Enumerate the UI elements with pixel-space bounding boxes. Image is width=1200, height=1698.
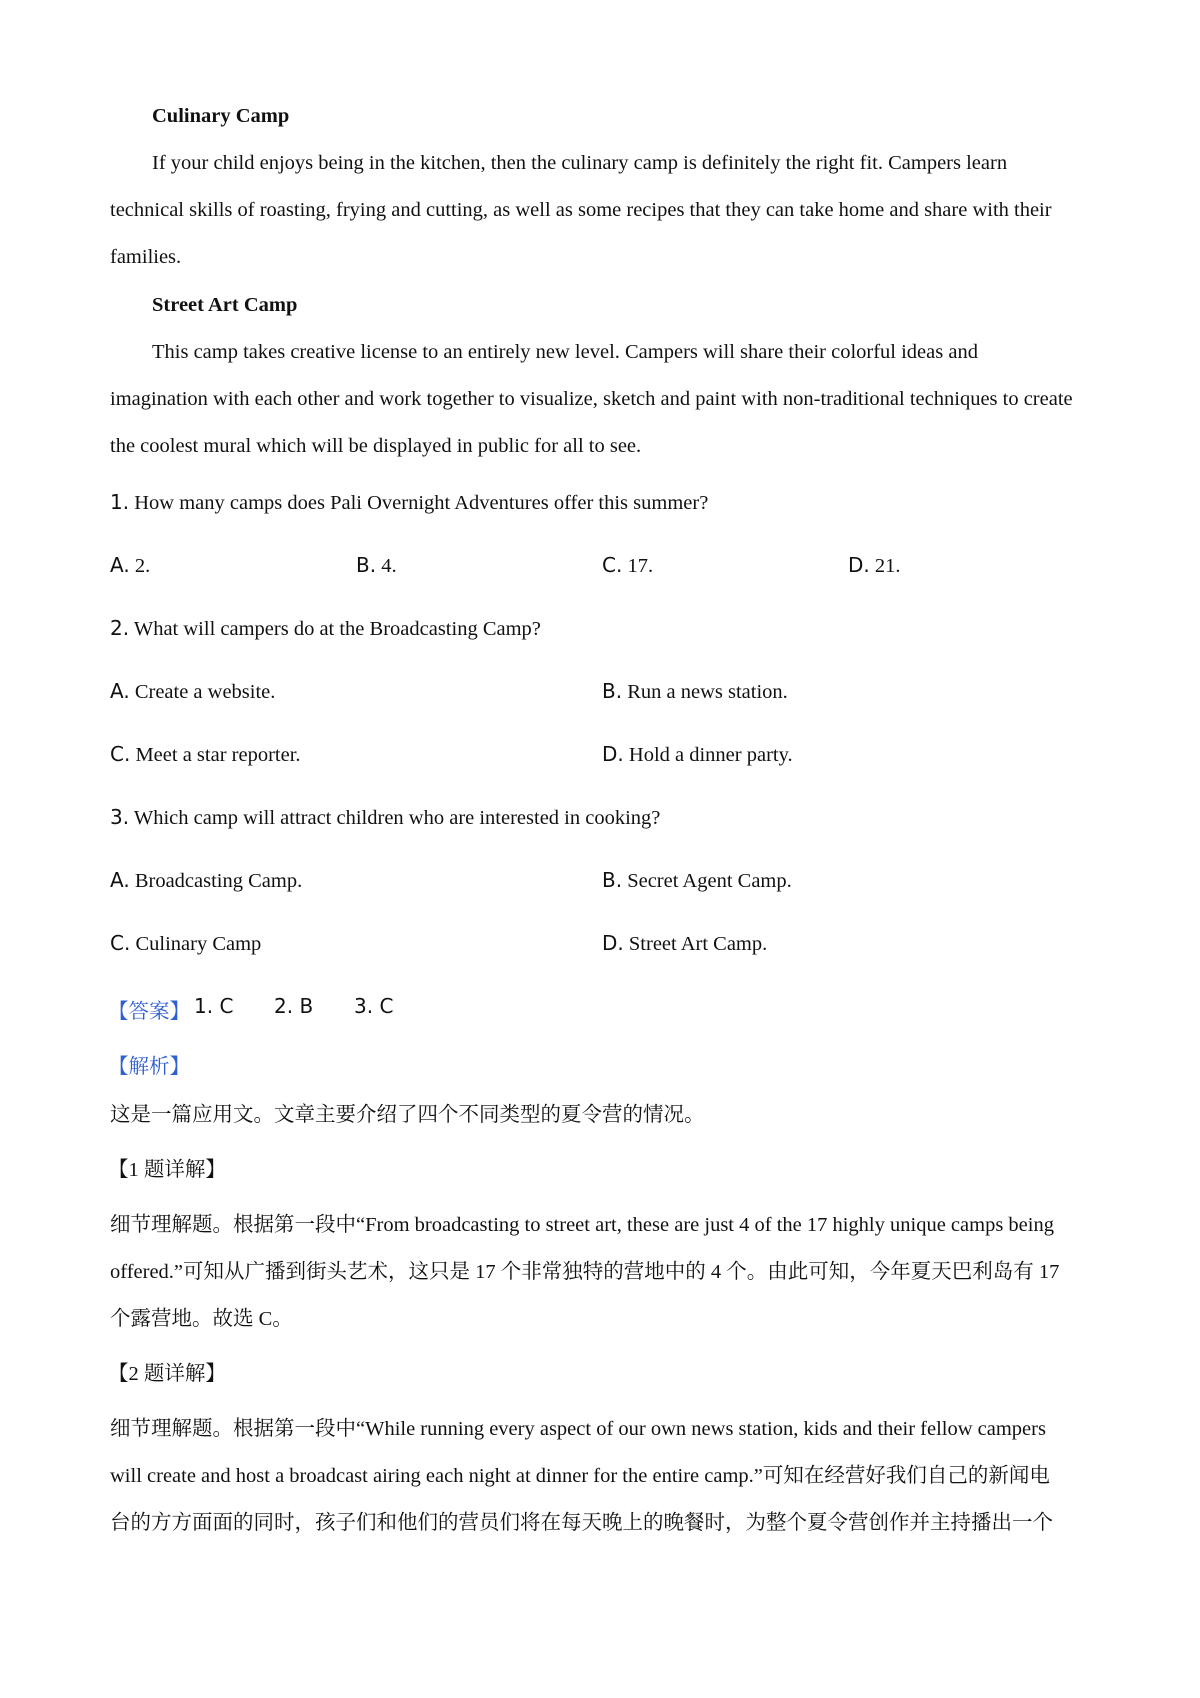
option-text: Run a news station. bbox=[627, 681, 788, 703]
answer-item-3: 3. C bbox=[354, 994, 394, 1018]
question-number: 3. bbox=[110, 805, 130, 829]
detail-1-line-3: 个露营地。故选 C。 bbox=[110, 1308, 293, 1330]
option-text: Culinary Camp bbox=[135, 933, 262, 955]
q1-option-a[interactable] bbox=[110, 553, 150, 578]
option-letter: C. bbox=[110, 742, 131, 766]
option-letter: A. bbox=[110, 868, 130, 892]
answer-label: 【答案】 bbox=[108, 1001, 190, 1023]
analysis-summary: 这是一篇应用文。文章主要介绍了四个不同类型的夏令营的情况。 bbox=[110, 1104, 705, 1126]
q3-option-d[interactable] bbox=[602, 931, 767, 956]
option-letter: B. bbox=[602, 679, 623, 703]
answer-key bbox=[108, 994, 190, 1024]
answer-item-2: 2. B bbox=[274, 994, 314, 1018]
q3-option-b[interactable] bbox=[602, 868, 792, 893]
section-title-street-art: Street Art Camp bbox=[152, 294, 298, 316]
option-text: Create a website. bbox=[134, 681, 276, 703]
street-art-line-1: This camp takes creative license to an entirely new level. Campers will share their colorful ideas and bbox=[152, 341, 978, 363]
q3-option-a[interactable] bbox=[110, 868, 302, 893]
analysis-label: 【解析】 bbox=[108, 1056, 190, 1078]
q1-option-d[interactable] bbox=[848, 553, 901, 578]
question-text: Which camp will attract children who are interested in cooking? bbox=[133, 807, 661, 829]
option-letter: A. bbox=[110, 679, 130, 703]
section-title-culinary: Culinary Camp bbox=[152, 105, 290, 127]
q1-option-b[interactable] bbox=[356, 553, 397, 578]
street-art-line-3: the coolest mural which will be displayed in public for all to see. bbox=[110, 435, 642, 457]
detail-1-line-2: offered.”可知从广播到街头艺术，这只是 17 个非常独特的营地中的 4 个。由此可知，今年夏天巴利岛有 17 bbox=[110, 1261, 1060, 1283]
option-text: 2. bbox=[134, 555, 151, 577]
option-letter: D. bbox=[848, 553, 870, 577]
question-text: How many camps does Pali Overnight Adventures offer this summer? bbox=[134, 492, 709, 514]
option-text: Secret Agent Camp. bbox=[627, 870, 792, 892]
detail-2-line-3: 台的方方面面的同时，孩子们和他们的营员们将在每天晚上的晚餐时，为整个夏令营创作并主持播出一个 bbox=[110, 1512, 1053, 1534]
option-text: 21. bbox=[874, 555, 901, 577]
question-1 bbox=[110, 490, 708, 515]
culinary-line-1: If your child enjoys being in the kitchen, then the culinary camp is definitely the right fit. Campers learn bbox=[152, 152, 1008, 174]
option-text: Street Art Camp. bbox=[628, 933, 768, 955]
q2-option-b[interactable] bbox=[602, 679, 788, 704]
question-number: 1. bbox=[110, 490, 130, 514]
q2-option-c[interactable] bbox=[110, 742, 301, 767]
question-3 bbox=[110, 805, 660, 830]
option-letter: D. bbox=[602, 931, 624, 955]
question-number: 2. bbox=[110, 616, 130, 640]
detail-2-line-1: 细节理解题。根据第一段中“While running every aspect of our own news station, kids and their fellow campers bbox=[110, 1418, 1046, 1440]
detail-1-line-1: 细节理解题。根据第一段中“From broadcasting to street art, these are just 4 of the 17 highly unique camps being bbox=[110, 1214, 1054, 1236]
q2-option-a[interactable] bbox=[110, 679, 275, 704]
option-letter: D. bbox=[602, 742, 624, 766]
option-text: Broadcasting Camp. bbox=[134, 870, 303, 892]
option-letter: C. bbox=[602, 553, 623, 577]
detail-2-line-2: will create and host a broadcast airing each night at dinner for the entire camp.”可知在经营好我们自己的新闻电 bbox=[110, 1465, 1050, 1487]
detail-2-label: 【2 题详解】 bbox=[108, 1363, 226, 1385]
street-art-line-2: imagination with each other and work together to visualize, sketch and paint with non-traditional techniques to create bbox=[110, 388, 1073, 410]
q2-option-d[interactable] bbox=[602, 742, 793, 767]
option-text: 17. bbox=[627, 555, 654, 577]
q3-option-c[interactable] bbox=[110, 931, 261, 956]
option-text: 4. bbox=[381, 555, 397, 577]
culinary-line-2: technical skills of roasting, frying and cutting, as well as some recipes that they can take home and share with their bbox=[110, 199, 1052, 221]
option-letter: A. bbox=[110, 553, 130, 577]
answer-item-1: 1. C bbox=[194, 994, 234, 1018]
option-letter: B. bbox=[602, 868, 623, 892]
question-2 bbox=[110, 616, 541, 641]
option-text: Hold a dinner party. bbox=[628, 744, 793, 766]
option-letter: C. bbox=[110, 931, 131, 955]
culinary-line-3: families. bbox=[110, 246, 182, 268]
q1-option-c[interactable] bbox=[602, 553, 653, 578]
question-text: What will campers do at the Broadcasting Camp? bbox=[133, 618, 541, 640]
option-text: Meet a star reporter. bbox=[135, 744, 301, 766]
option-letter: B. bbox=[356, 553, 377, 577]
detail-1-label: 【1 题详解】 bbox=[108, 1159, 226, 1181]
